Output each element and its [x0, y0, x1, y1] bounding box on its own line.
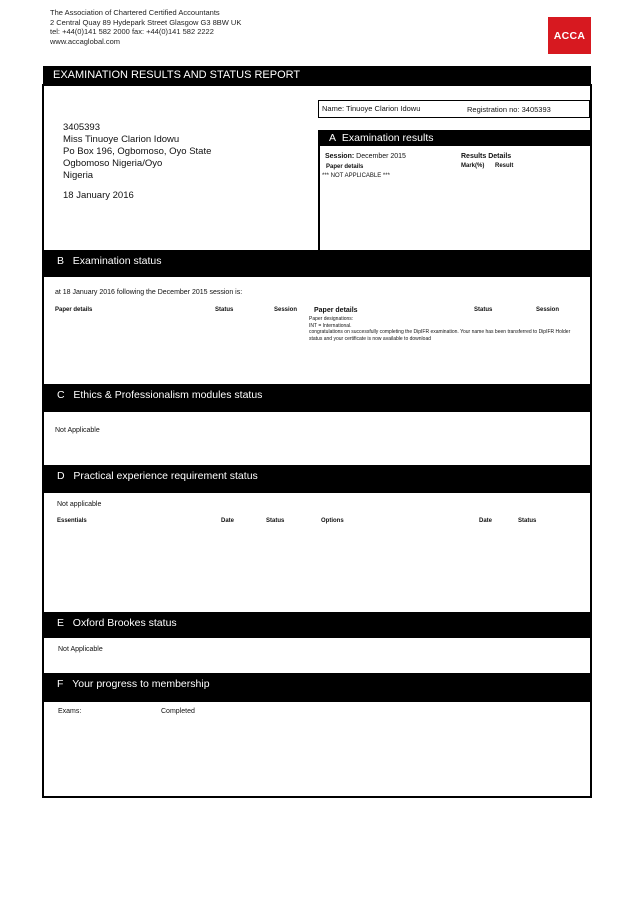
- col-paper-details: Paper details: [55, 307, 93, 313]
- section-title: Examination status: [72, 255, 162, 267]
- candidate-address: [63, 122, 211, 182]
- address-line: Ogbomoso Nigeria/Oyo: [63, 158, 163, 169]
- section-letter: C: [57, 389, 65, 401]
- exams-value: Completed: [161, 708, 195, 715]
- col-status: Status: [266, 518, 285, 524]
- address-line: 3405393: [63, 122, 100, 133]
- acca-logo: ACCA: [548, 17, 591, 54]
- results-details-label: Results Details: [461, 153, 512, 160]
- section-letter: A: [329, 132, 337, 144]
- section-f-header: [43, 673, 591, 702]
- section-e-body: Not Applicable: [58, 646, 103, 653]
- report-title: EXAMINATION RESULTS AND STATUS REPORT: [43, 66, 591, 85]
- col-status-right: Status: [474, 307, 493, 313]
- note-line: Paper designations:: [309, 316, 354, 322]
- section-title: Oxford Brookes status: [72, 617, 177, 629]
- section-d-body: Not applicable: [57, 501, 102, 508]
- address-line: Po Box 196, Ogbomoso, Oyo State: [63, 146, 212, 157]
- mark-label: Mark(%): [461, 163, 485, 169]
- section-b-header: [43, 250, 591, 277]
- col-paper-details-right: Paper details: [314, 307, 358, 314]
- section-letter: B: [57, 255, 65, 267]
- session-row: [325, 153, 406, 160]
- col-session: Session: [274, 307, 298, 313]
- section-a-header: [319, 130, 591, 146]
- address-line: Nigeria: [63, 170, 94, 181]
- report-date: 18 January 2016: [63, 190, 134, 201]
- section-c-header: [43, 384, 591, 412]
- org-name: The Association of Chartered Certified Accountants: [50, 8, 220, 17]
- section-b-notes: [309, 316, 589, 342]
- note-line: congratulations on successfully completing the DipIFR examination. Your name has been transferred to DipIFR Holder: [309, 329, 571, 335]
- org-address: 2 Central Quay 89 Hydepark Street Glasgow G3 8BW UK: [50, 17, 242, 27]
- section-title: Ethics & Professionalism modules status: [73, 389, 263, 401]
- section-a-box: [318, 130, 591, 252]
- section-e-header: [43, 612, 591, 638]
- registration-number: Registration no: 3405393: [467, 105, 551, 114]
- section-title: Practical experience requirement status: [73, 470, 258, 482]
- col-date-right: Date: [479, 518, 493, 524]
- section-title: Your progress to membership: [72, 678, 210, 690]
- org-web[interactable]: www.accaglobal.com: [50, 36, 121, 46]
- session-label: Session:: [325, 153, 355, 160]
- section-c-body: Not Applicable: [55, 427, 100, 434]
- name-registration-box: [318, 100, 590, 118]
- section-title: Examination results: [341, 132, 434, 144]
- org-phone: tel: +44(0)141 582 2000 fax: +44(0)141 582 2222: [50, 27, 214, 37]
- candidate-name: Name: Tinuoye Clarion Idowu: [322, 104, 421, 113]
- result-label: Result: [495, 163, 514, 169]
- section-d-header: [43, 465, 591, 493]
- note-line: status and your certificate is now available to download: [309, 335, 432, 342]
- col-date: Date: [221, 518, 235, 524]
- section-letter: E: [57, 617, 65, 629]
- col-status-right: Status: [518, 518, 537, 524]
- session-value: December 2015: [356, 153, 406, 160]
- section-letter: D: [57, 470, 65, 482]
- not-applicable-text: *** NOT APPLICABLE ***: [322, 173, 390, 179]
- section-b-intro: at 18 January 2016 following the December 2015 session is:: [55, 289, 243, 296]
- col-options: Options: [321, 518, 344, 524]
- col-status: Status: [215, 307, 234, 313]
- col-essentials: Essentials: [57, 518, 87, 524]
- section-letter: F: [57, 678, 64, 690]
- address-line: Miss Tinuoye Clarion Idowu: [63, 134, 180, 145]
- note-line: INT = International.: [309, 322, 352, 329]
- paper-details-label: Paper details: [326, 164, 364, 170]
- exams-label: Exams:: [58, 708, 82, 715]
- col-session-right: Session: [536, 307, 560, 313]
